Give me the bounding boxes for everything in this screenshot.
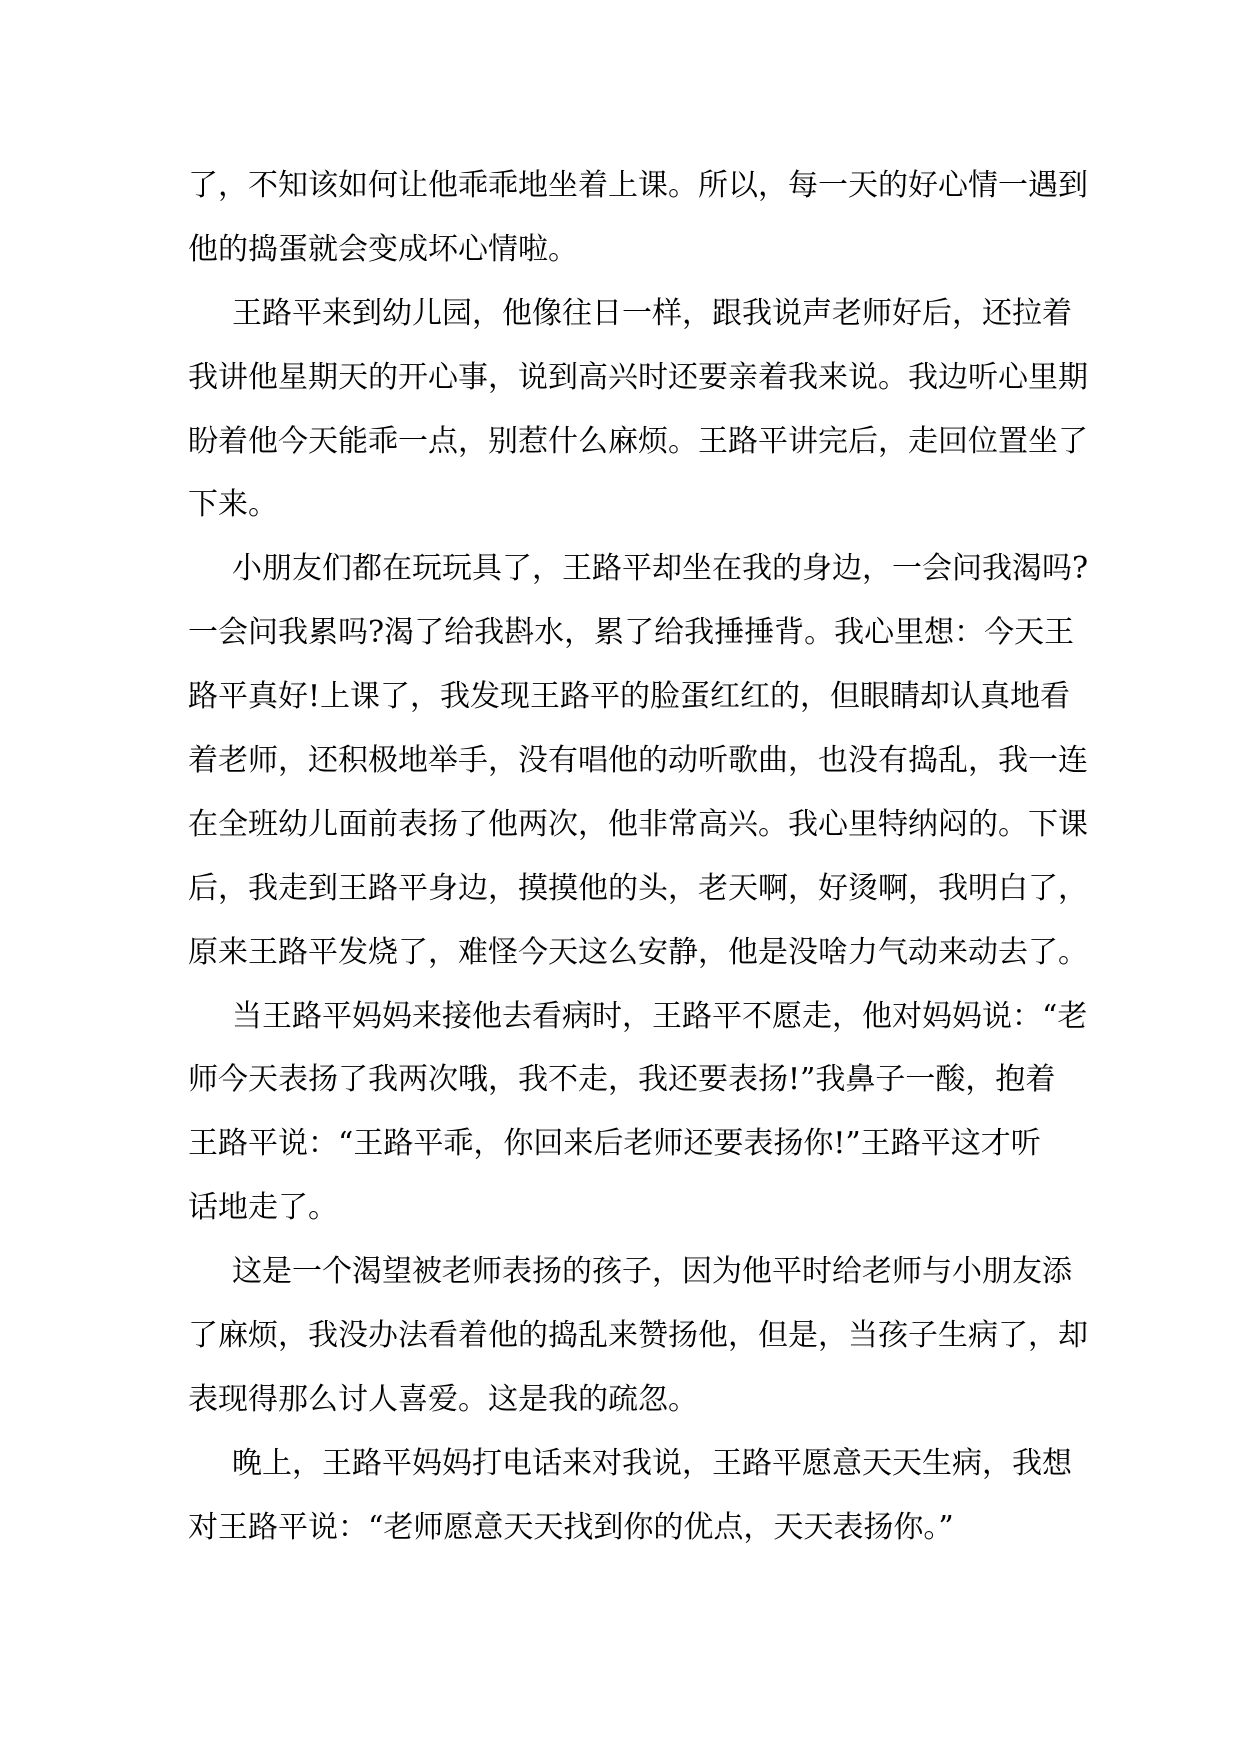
text-line: 盼着他今天能乖一点，别惹什么麻烦。王路平讲完后，走回位置坐了 [188, 423, 1088, 459]
text-line: 着老师，还积极地举手，没有唱他的动听歌曲，也没有捣乱，我一连 [188, 743, 1088, 779]
body-text [188, 154, 1089, 1560]
text-line: 话地走了。 [188, 1190, 338, 1226]
text-line: 下来。 [188, 487, 278, 523]
paragraph-start-line: 晚上，王路平妈妈打电话来对我说，王路平愿意天天生病，我想 [232, 1445, 1072, 1481]
text-line: 了麻烦，我没办法看着他的捣乱来赞扬他，但是，当孩子生病了，却 [188, 1318, 1088, 1354]
paragraph-start-line: 小朋友们都在玩玩具了，王路平却坐在我的身边，一会问我渴吗? [232, 551, 1089, 587]
text-line: 在全班幼儿面前表扬了他两次，他非常高兴。我心里特纳闷的。下课 [188, 806, 1088, 842]
text-line: 对王路平说：“老师愿意天天找到你的优点，天天表扬你。” [188, 1509, 954, 1545]
text-line: 表现得那么讨人喜爱。这是我的疏忽。 [188, 1381, 698, 1417]
paragraph-start-line: 当王路平妈妈来接他去看病时，王路平不愿走，他对妈妈说：“老 [232, 998, 1088, 1034]
paragraph-start-line: 这是一个渴望被老师表扬的孩子，因为他平时给老师与小朋友添 [232, 1254, 1072, 1290]
paragraph-start-line: 王路平来到幼儿园，他像往日一样，跟我说声老师好后，还拉着 [232, 295, 1072, 331]
text-line: 师今天表扬了我两次哦，我不走，我还要表扬!”我鼻子一酸，抱着 [188, 1062, 1056, 1098]
text-line: 我讲他星期天的开心事，说到高兴时还要亲着我来说。我边听心里期 [188, 359, 1088, 395]
text-line: 路平真好!上课了，我发现王路平的脸蛋红红的，但眼睛却认真地看 [188, 679, 1071, 715]
text-line: 了，不知该如何让他乖乖地坐着上课。所以，每一天的好心情一遇到 [188, 168, 1088, 203]
text-line: 他的捣蛋就会变成坏心情啦。 [188, 231, 578, 267]
text-line: 原来王路平发烧了，难怪今天这么安静，他是没啥力气动来动去了。 [188, 934, 1088, 970]
text-line: 王路平说：“王路平乖，你回来后老师还要表扬你!”王路平这才听 [188, 1126, 1041, 1162]
text-line: 后，我走到王路平身边，摸摸他的头，老天啊，好烫啊，我明白了， [188, 870, 1088, 906]
text-line: 一会问我累吗?渴了给我斟水，累了给我捶捶背。我心里想：今天王 [188, 615, 1075, 651]
